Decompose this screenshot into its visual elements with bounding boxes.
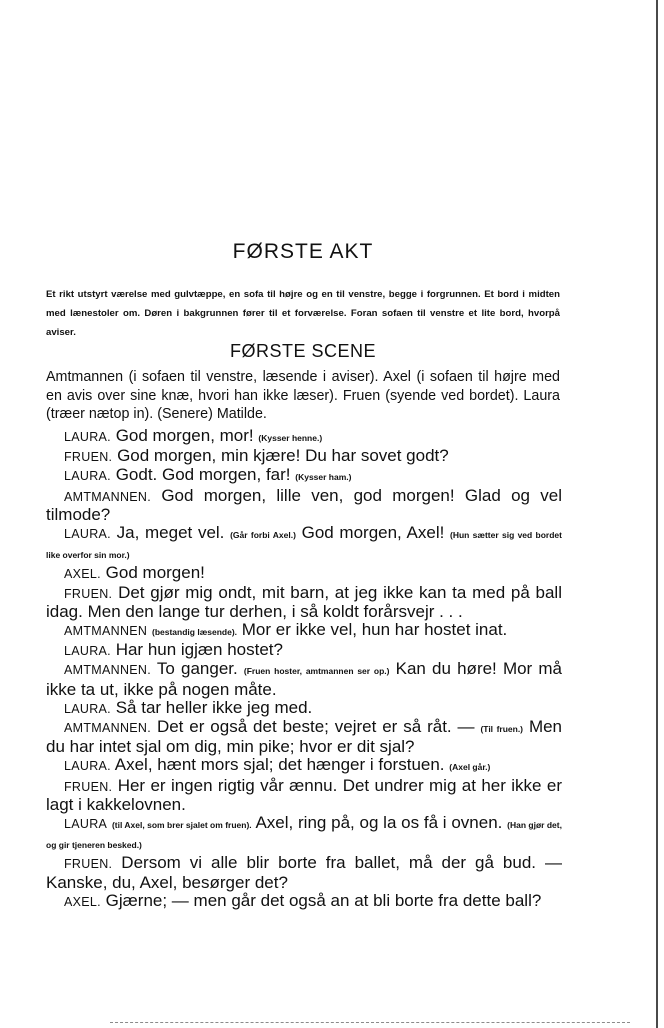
- line-text: Så tar heller ikke jeg med.: [115, 697, 313, 717]
- speaker-name: LAURA.: [64, 644, 111, 659]
- speaker-name: LAURA.: [64, 759, 111, 774]
- speaker-name: FRUEN.: [64, 857, 113, 872]
- stage-note: (Kysser henne.): [258, 433, 323, 443]
- line-text: To ganger.: [156, 659, 238, 679]
- stage-note: (bestandig læsende).: [152, 627, 238, 638]
- dialogue-line: [46, 814, 562, 854]
- dialogue-line: [46, 892, 562, 911]
- dialogue-line: [46, 564, 562, 583]
- cast-description: Amtmannen (i sofaen til venstre, læsende i aviser). Axel (i sofaen til højre med en avis over sine knæ, hvori han ikke læser). Fruen (syende ved bordet). Laura (træer nætop in). (Senere) Matilde.: [46, 369, 560, 423]
- line-text: God morgen, lille ven, god morgen! Glad og vel tilmode?: [46, 485, 562, 524]
- line-text: Gjærne; — men går det også an at bli borte fra dette ball?: [105, 890, 542, 910]
- line-text: Men du har intet sjal om dig, min pike; hvor er dit sjal?: [46, 717, 563, 757]
- speaker-name: AXEL.: [64, 894, 101, 909]
- line-text: Godt. God morgen, far!: [115, 465, 291, 485]
- line-text: Ja, meget vel.: [116, 523, 225, 543]
- scene-title: FØRSTE SCENE: [229, 341, 377, 361]
- speaker-name: AMTMANNEN.: [64, 663, 152, 678]
- page-edge: [656, 0, 658, 1028]
- line-text: Dersom vi alle blir borte fra ballet, må der gå bud. — Kanske, du, Axel, besørger det?: [46, 853, 562, 892]
- dialogue-line: [46, 756, 562, 776]
- dialogue-line: [46, 524, 562, 564]
- speaker-name: LAURA.: [64, 469, 111, 484]
- dialogue-line: [46, 447, 562, 466]
- line-text: Kan du høre! Mor må ikke ta ut, ikke på nogen måte.: [46, 659, 562, 699]
- dialogue-line: [46, 584, 562, 621]
- line-text: God morgen!: [105, 563, 205, 583]
- stage-direction: Et rikt utstyrt værelse med gulvtæppe, en sofa til højre og en til venstre, begge i forgrunnen. Et bord i midten med lænestoler om. Døren i bakgrunnen fører til et forværelse. Foran sofaen til venstre et lite bord, hvorpå aviser.: [46, 289, 560, 338]
- line-text: Det gjør mig ondt, mit barn, at jeg ikke kan ta med på ball idag. Men den lange tur derhen, i så koldt forårsvejr . . .: [46, 582, 562, 621]
- page-bottom-rule: [110, 1022, 630, 1024]
- line-text: God morgen, Axel!: [301, 523, 445, 543]
- stage-note: (Til fruen.): [480, 724, 524, 735]
- dialogue-line: [46, 718, 562, 756]
- line-text: Mor er ikke vel, hun har hostet inat.: [241, 620, 508, 640]
- dialogue-line: [46, 777, 562, 814]
- speaker-name: LAURA.: [64, 701, 111, 716]
- speaker-name: FRUEN.: [64, 450, 113, 465]
- act-title: FØRSTE AKT: [232, 240, 374, 263]
- dialogue-line: [46, 621, 562, 641]
- speaker-name: LAURA.: [64, 527, 111, 542]
- line-text: God morgen, mor!: [115, 426, 254, 445]
- stage-note: (til Axel, som brer sjalet om fruen).: [111, 820, 252, 831]
- dialogue-line: [46, 699, 562, 718]
- dialogue-line: [46, 487, 562, 524]
- stage-note: (Axel går.): [449, 762, 491, 773]
- stage-note: (Han gjør det, og gir tjeneren besked.): [46, 820, 562, 851]
- dialogue-line: [46, 854, 562, 891]
- line-text: God morgen, min kjære! Du har sovet godt?: [117, 446, 449, 466]
- speaker-name: FRUEN.: [64, 779, 113, 794]
- line-text: Axel, hænt mors sjal; det hænger i forstuen.: [114, 755, 445, 775]
- speaker-name: AMTMANNEN.: [64, 721, 152, 736]
- dialogue-line: [46, 641, 562, 660]
- line-text: Her er ingen rigtig vår ænnu. Det undrer mig at her ikke er lagt i kakkelovnen.: [46, 775, 562, 814]
- dialogue-line: [46, 660, 562, 698]
- dialogue-line: [46, 466, 562, 486]
- stage-note: (Fruen hoster, amtmannen ser op.): [243, 666, 390, 677]
- stage-note: (Hun sætter sig ved bordet like overfor sin mor.): [46, 530, 562, 561]
- dialogue-line: [46, 427, 562, 447]
- stage-note: (Går forbi Axel.): [230, 530, 296, 541]
- dialogue: [46, 427, 562, 911]
- speaker-name: LAURA.: [64, 430, 111, 444]
- speaker-name: LAURA: [64, 817, 108, 832]
- speaker-name: AMTMANNEN.: [64, 489, 152, 504]
- speaker-name: FRUEN.: [64, 586, 113, 601]
- speaker-name: AXEL.: [64, 567, 101, 582]
- line-text: Axel, ring på, og la os få i ovnen.: [255, 813, 503, 833]
- speaker-name: AMTMANNEN: [64, 624, 148, 639]
- line-text: Har hun igjæn hostet?: [115, 640, 283, 660]
- line-text: Det er også det beste; vejret er så råt. —: [156, 717, 475, 737]
- stage-note: (Kysser ham.): [295, 472, 352, 483]
